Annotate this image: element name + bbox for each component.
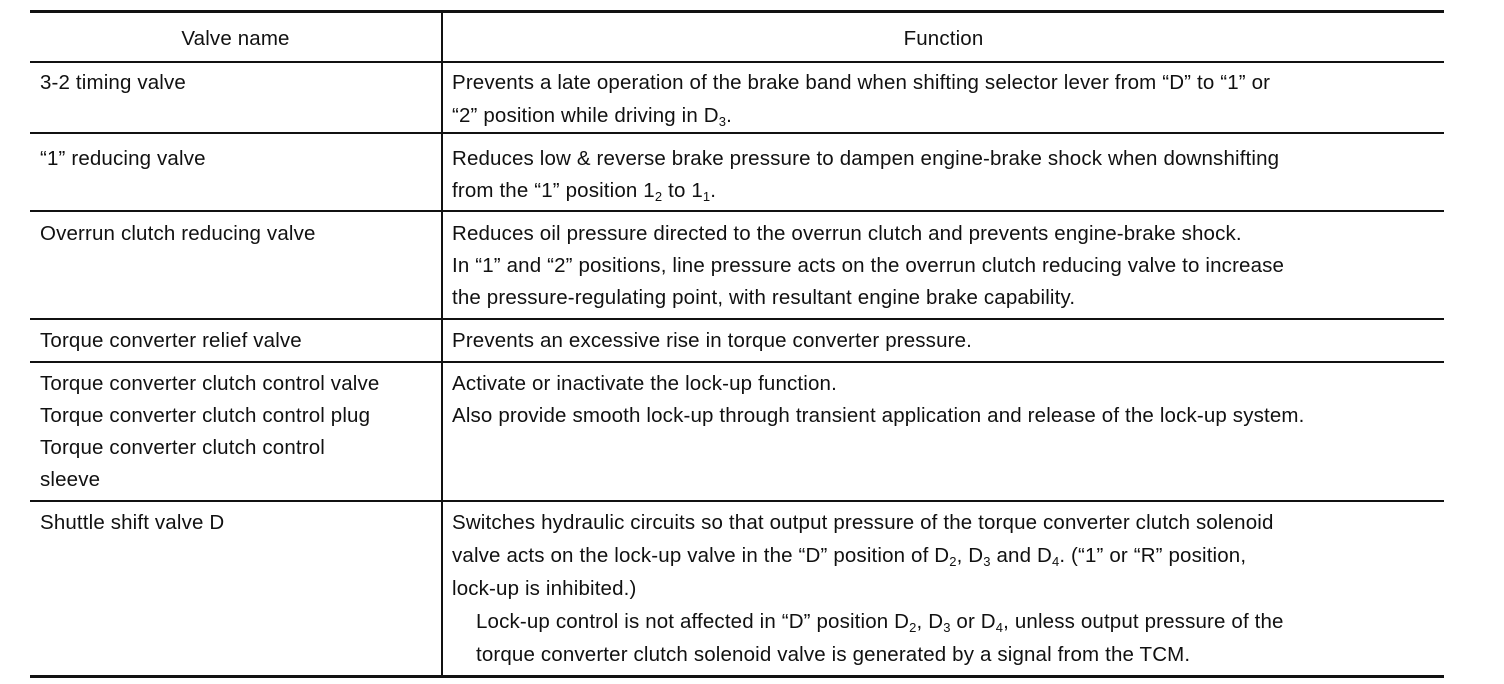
- cell-line: Switches hydraulic circuits so that output pressure of the torque converter clutch solenoid: [452, 511, 1274, 534]
- row-5-function: [452, 368, 1304, 432]
- row-3-valve: [40, 218, 316, 250]
- cell-line: Overrun clutch reducing valve: [40, 222, 316, 245]
- cell-line: Reduces low & reverse brake pressure to dampen engine-brake shock when downshifting: [452, 147, 1280, 170]
- row-6-function: [452, 506, 1284, 671]
- row-2-valve: [40, 143, 206, 175]
- cell-line: “1” reducing valve: [40, 147, 206, 170]
- table-top-rule: [30, 10, 1444, 13]
- row-1-valve: [40, 66, 186, 99]
- cell-line: In “1” and “2” positions, line pressure acts on the overrun clutch reducing valve to increase: [452, 254, 1285, 277]
- cell-line: Shuttle shift valve D: [40, 511, 225, 534]
- column-divider: [441, 12, 443, 676]
- cell-line: Also provide smooth lock-up through transient application and release of the lock-up system.: [452, 404, 1305, 427]
- header-bottom-rule: [30, 61, 1444, 63]
- row-6-valve: [40, 506, 224, 539]
- cell-line: Prevents a late operation of the brake band when shifting selector lever from “D” to “1” or: [452, 71, 1271, 94]
- row-4-valve: [40, 324, 302, 357]
- cell-line: torque converter clutch solenoid valve is generated by a signal from the TCM.: [476, 643, 1191, 666]
- cell-line: 3-2 timing valve: [40, 71, 186, 94]
- cell-line: Torque converter clutch control valve: [40, 372, 380, 395]
- header-valve-name: Valve name: [181, 27, 290, 50]
- cell-line: sleeve: [40, 468, 101, 491]
- cell-line: the pressure-regulating point, with resultant engine brake capability.: [452, 286, 1076, 309]
- row-3-function: [452, 218, 1284, 314]
- row-1-function: [452, 66, 1270, 132]
- cell-line: Reduces oil pressure directed to the overrun clutch and prevents engine-brake shock.: [452, 222, 1242, 245]
- row-divider: [30, 500, 1444, 502]
- row-divider: [30, 132, 1444, 134]
- table-bottom-rule: [30, 675, 1444, 678]
- cell-line: from the “1” position $1_2$ to $1_1$.: [452, 179, 717, 204]
- cell-line: Lock-up control is not affected in “D” position $D_2$, $D_3$ or $D_4$, unless output pressure of the: [476, 610, 1284, 635]
- header-function: Function: [903, 27, 984, 50]
- row-4-function: [452, 324, 972, 357]
- row-5-valve: [40, 368, 379, 496]
- cell-line: Torque converter clutch control: [40, 436, 325, 459]
- cell-line: Torque converter relief valve: [40, 329, 302, 352]
- cell-line: “2” position while driving in $D_3$.: [452, 104, 732, 129]
- row-divider: [30, 361, 1444, 363]
- row-divider: [30, 210, 1444, 212]
- row-divider: [30, 318, 1444, 320]
- cell-line: lock-up is inhibited.): [452, 577, 637, 600]
- cell-line: Prevents an excessive rise in torque converter pressure.: [452, 329, 972, 352]
- row-2-function: [452, 143, 1279, 207]
- cell-line: Activate or inactivate the lock-up function.: [452, 372, 837, 395]
- cell-line: Torque converter clutch control plug: [40, 404, 371, 427]
- cell-line: valve acts on the lock-up valve in the “D” position of $D_2$, $D_3$ and $D_4$. (“1” or “R” position,: [452, 544, 1247, 569]
